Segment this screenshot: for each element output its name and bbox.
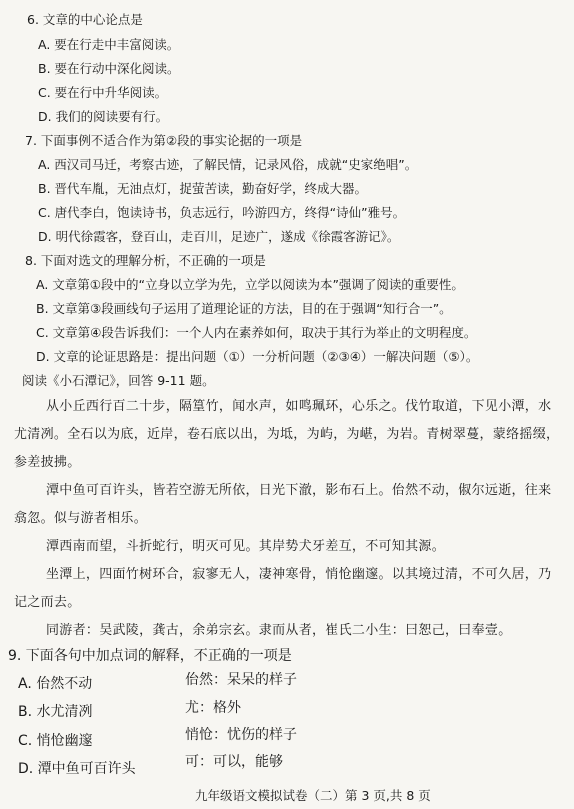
q8-option-b: B. 文章第③段画线句子运用了道理论证的方法，目的在于强调“知行合一”。 (36, 301, 452, 316)
q7-option-d: D. 明代徐霞客，登百山，走百川，足迹广，遂成《徐霞客游记》。 (38, 229, 400, 244)
q9-option-a-phrase: A. 佁然不动 (18, 676, 93, 692)
passage-line: 翕忽。似与游者相乐。 (14, 511, 148, 526)
q6-option-d: D. 我们的阅读要有行。 (38, 109, 169, 124)
q8-stem: 8. 下面对选文的理解分析，不正确的一项是 (25, 253, 266, 268)
q9-option-b-meaning: 尤：格外 (185, 700, 241, 716)
q9-option-d-phrase: D. 潭中鱼可百许头 (18, 761, 136, 777)
passage-line: 参差披拂。 (14, 455, 81, 470)
q9-option-a-meaning: 佁然：呆呆的样子 (185, 672, 297, 688)
passage-line: 同游者：吴武陵，龚古，余弟宗玄。隶而从者，崔氏二小生：曰恕己，曰奉壹。 (46, 623, 512, 638)
q9-option-d-meaning: 可：可以，能够 (185, 754, 283, 770)
page-footer: 九年级语文模拟试卷（二）第 3 页,共 8 页 (195, 788, 431, 803)
q6-stem: 6. 文章的中心论点是 (27, 12, 143, 27)
q9-option-c-phrase: C. 悄怆幽邃 (18, 733, 93, 749)
passage-line: 坐潭上，四面竹树环合，寂寥无人，凄神寒骨，悄怆幽邃。以其境过清，不可久居，乃 (46, 567, 552, 582)
q7-option-a: A. 西汉司马迁，考察古迹，了解民情，记录风俗，成就“史家绝唱”。 (38, 157, 418, 172)
passage-line: 潭中鱼可百许头，皆若空游无所依，日光下澈，影布石上。佁然不动，俶尔远逝，往来 (46, 483, 552, 498)
q8-option-d: D. 文章的论证思路是：提出问题（①）一分析问题（②③④）一解决问题（⑤）。 (36, 349, 479, 364)
q6-option-b: B. 要在行动中深化阅读。 (38, 61, 180, 76)
q7-option-c: C. 唐代李白，饱读诗书，负志远行，吟游四方，终得“诗仙”雅号。 (38, 205, 406, 220)
q7-stem: 7. 下面事例不适合作为第②段的事实论据的一项是 (25, 133, 303, 148)
q7-option-b: B. 晋代车胤，无油点灯，捉萤苦读，勤奋好学，终成大器。 (38, 181, 368, 196)
q6-option-c: C. 要在行中升华阅读。 (38, 85, 168, 100)
q9-stem: 9. 下面各句中加点词的解释，不正确的一项是 (8, 648, 292, 664)
q8-option-a: A. 文章第①段中的“立身以立学为先，立学以阅读为本”强调了阅读的重要性。 (36, 277, 464, 292)
q9-option-b-phrase: B. 水尤清冽 (18, 704, 93, 720)
passage-line: 从小丘西行百二十步，隔篁竹，闻水声，如鸣珮环，心乐之。伐竹取道，下见小潭，水 (46, 399, 552, 414)
passage-line: 记之而去。 (14, 595, 81, 610)
q9-option-c-meaning: 悄怆：忧伤的样子 (185, 727, 297, 743)
q8-option-c: C. 文章第④段告诉我们：一个人内在素养如何，取决于其行为举止的文明程度。 (36, 325, 477, 340)
passage-line: 潭西南而望，斗折蛇行，明灭可见。其岸势犬牙差互，不可知其源。 (46, 539, 446, 554)
passage-line: 尤清冽。全石以为底，近岸，卷石底以出，为坻，为屿，为嵁，为岩。青树翠蔓，蒙络摇缀， (14, 427, 560, 442)
q6-option-a: A. 要在行走中丰富阅读。 (38, 37, 180, 52)
reading-intro: 阅读《小石潭记》，回答 9-11 题。 (22, 373, 215, 388)
